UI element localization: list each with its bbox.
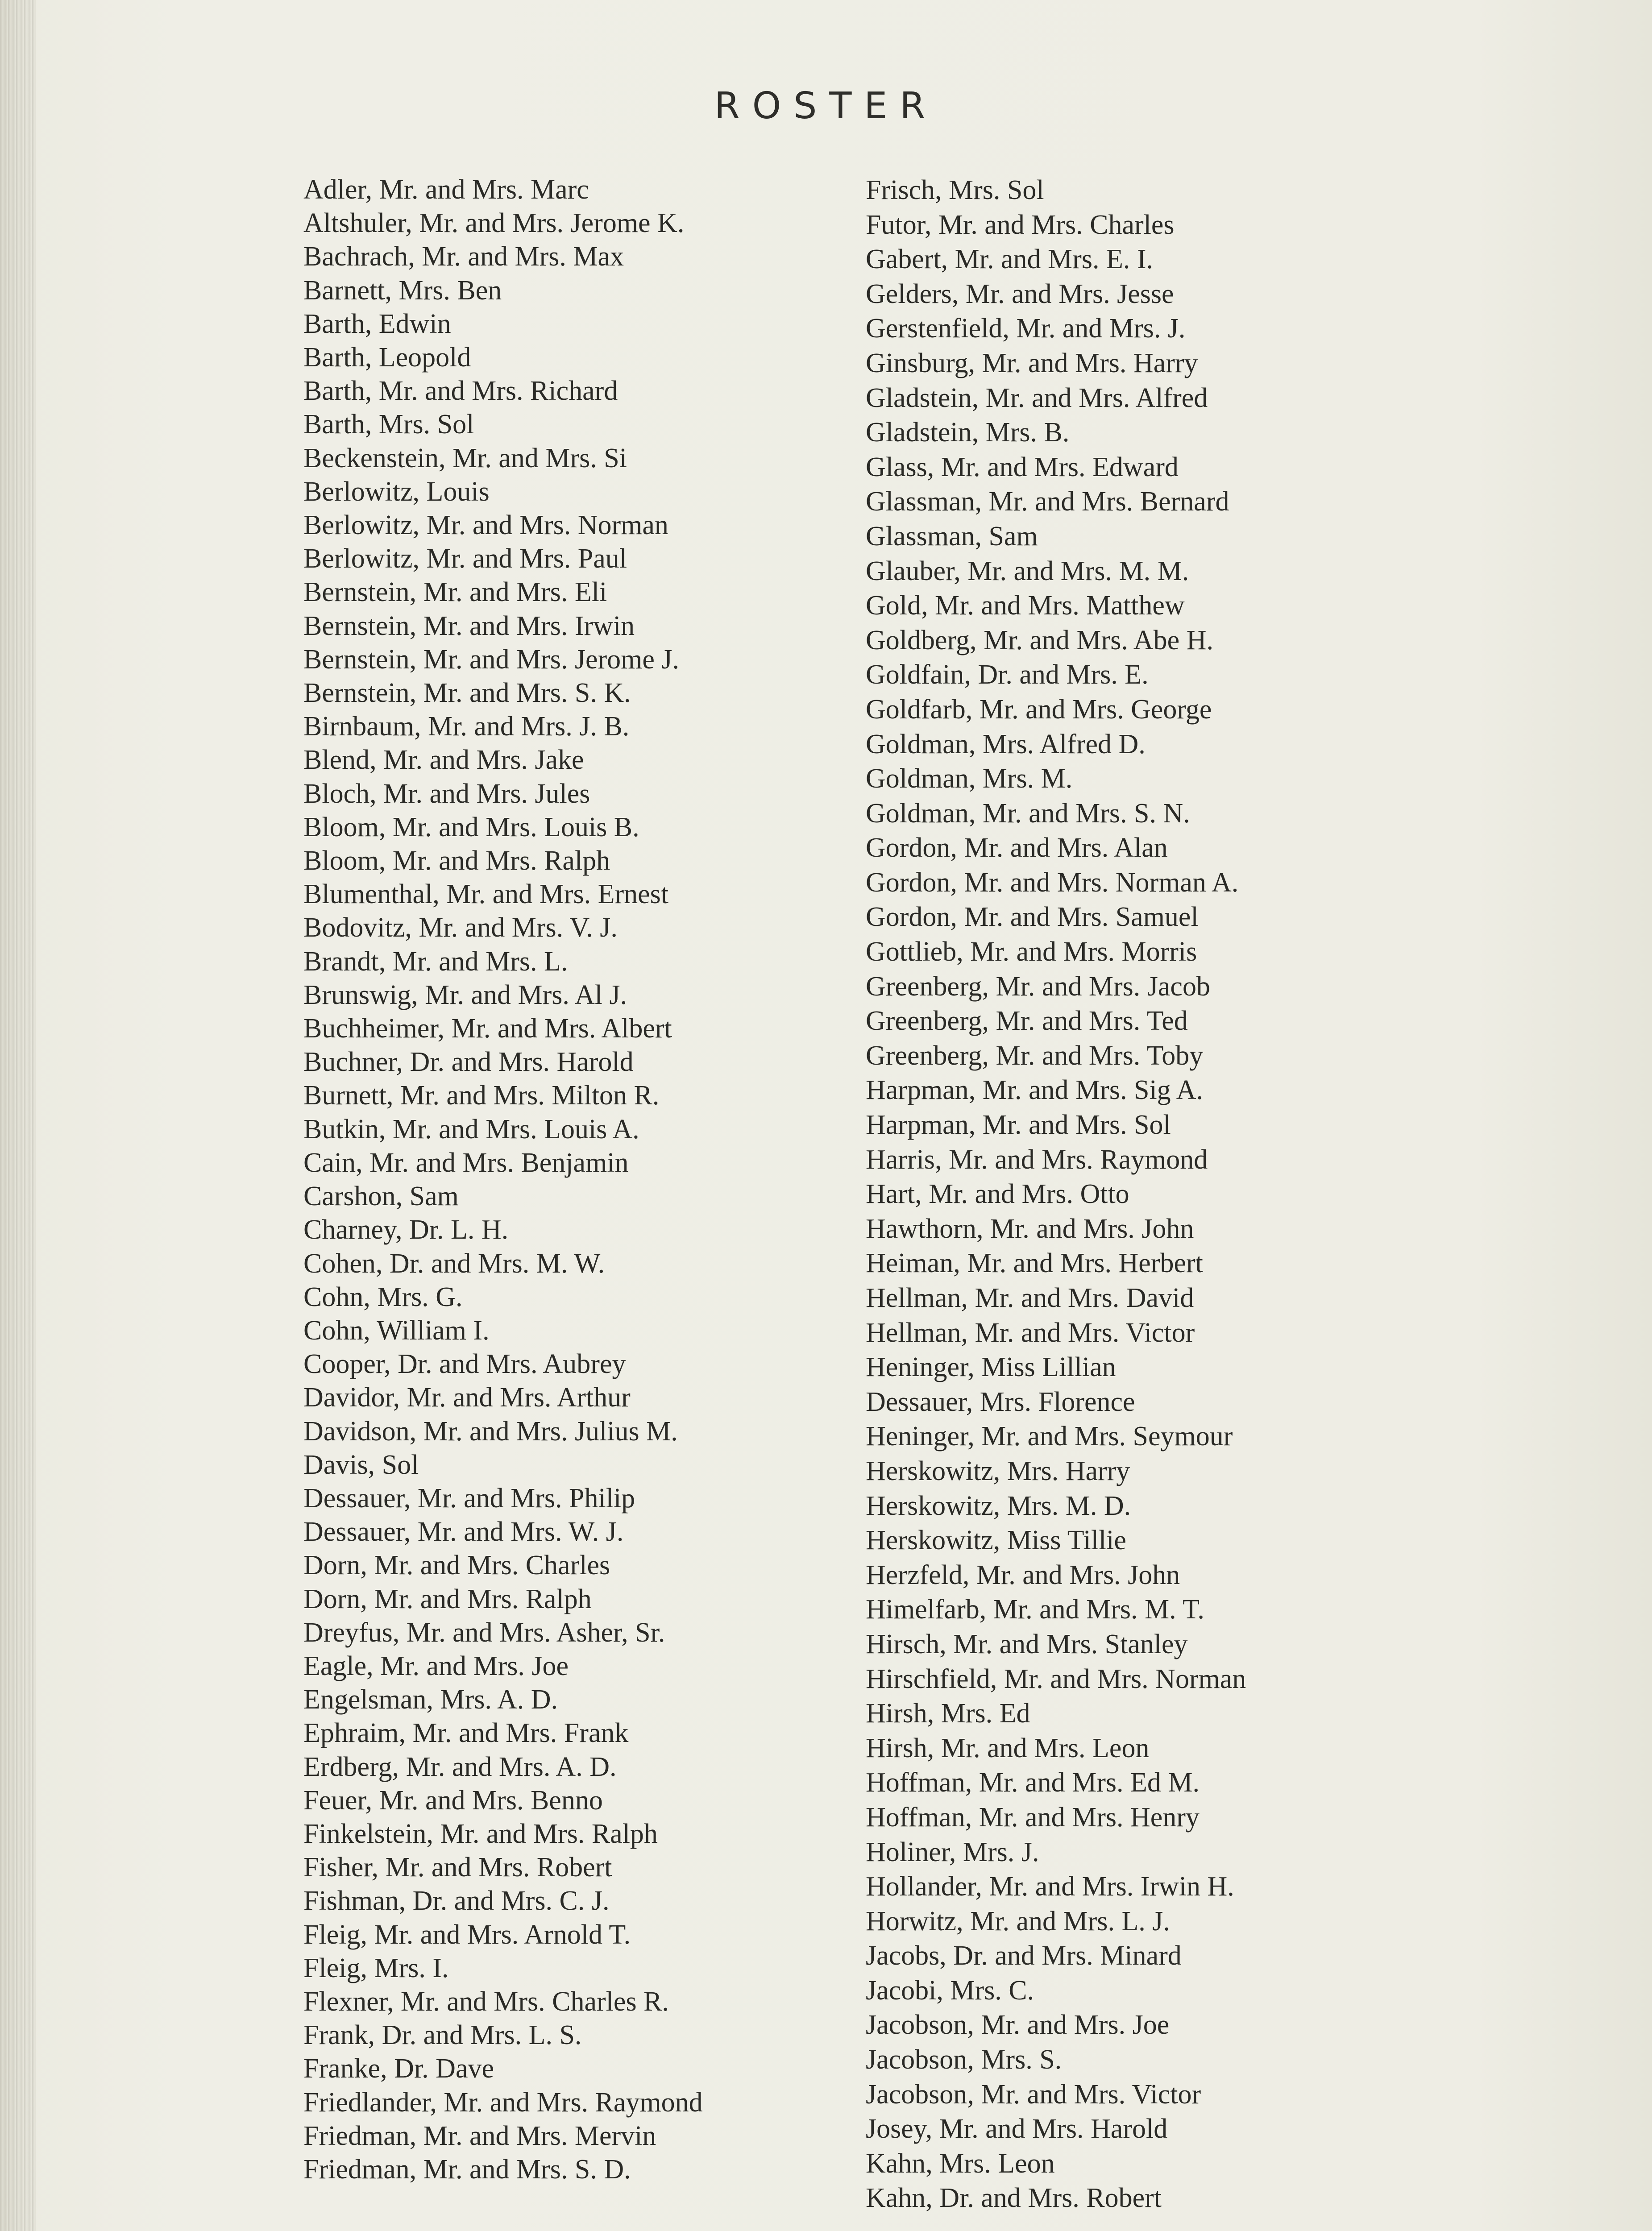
roster-entry: Birnbaum, Mr. and Mrs. J. B. [303,711,630,742]
roster-entry: Heninger, Miss Lillian [866,1352,1116,1383]
roster-entry: Blumenthal, Mr. and Mrs. Ernest [303,879,668,910]
roster-entry: Jacobs, Dr. and Mrs. Minard [866,1941,1182,1971]
roster-entry: Flexner, Mr. and Mrs. Charles R. [303,1986,669,2017]
roster-entry: Davidor, Mr. and Mrs. Arthur [303,1382,631,1413]
roster-entry: Jacobson, Mr. and Mrs. Joe [866,2010,1170,2040]
roster-entry: Finkelstein, Mr. and Mrs. Ralph [303,1818,658,1849]
roster-entry: Cohen, Dr. and Mrs. M. W. [303,1248,605,1279]
roster-entry: Cohn, William I. [303,1315,490,1346]
roster-entry: Hellman, Mr. and Mrs. Victor [866,1317,1195,1348]
roster-entry: Holiner, Mrs. J. [866,1837,1039,1867]
roster-entry: Gladstein, Mr. and Mrs. Alfred [866,382,1208,413]
roster-entry: Dorn, Mr. and Mrs. Charles [303,1550,610,1581]
roster-entry: Franke, Dr. Dave [303,2053,494,2084]
roster-entry: Dreyfus, Mr. and Mrs. Asher, Sr. [303,1617,665,1648]
roster-entry: Hirschfield, Mr. and Mrs. Norman [866,1663,1246,1694]
roster-entry: Hoffman, Mr. and Mrs. Ed M. [866,1767,1200,1798]
roster-entry: Butkin, Mr. and Mrs. Louis A. [303,1114,639,1145]
roster-entry: Barnett, Mrs. Ben [303,275,502,306]
roster-entry: Cohn, Mrs. G. [303,1281,463,1312]
roster-entry: Barth, Leopold [303,342,471,373]
roster-entry: Buchheimer, Mr. and Mrs. Albert [303,1013,672,1044]
roster-entry: Buchner, Dr. and Mrs. Harold [303,1047,634,1078]
page-title: ROSTER [714,85,938,127]
roster-entry: Hirsh, Mr. and Mrs. Leon [866,1733,1150,1763]
roster-entry: Ginsburg, Mr. and Mrs. Harry [866,348,1198,378]
roster-entry: Josey, Mr. and Mrs. Harold [866,2114,1168,2144]
roster-entry: Eagle, Mr. and Mrs. Joe [303,1650,569,1681]
roster-entry: Bodovitz, Mr. and Mrs. V. J. [303,912,618,943]
roster-entry: Gordon, Mr. and Mrs. Alan [866,833,1168,863]
roster-entry: Gordon, Mr. and Mrs. Samuel [866,902,1199,933]
roster-entry: Barth, Edwin [303,308,451,339]
roster-entry: Hawthorn, Mr. and Mrs. John [866,1213,1194,1244]
roster-entry: Goldman, Mrs. Alfred D. [866,729,1146,759]
roster-entry: Gerstenfield, Mr. and Mrs. J. [866,313,1186,344]
roster-entry: Engelsman, Mrs. A. D. [303,1684,558,1715]
roster-entry: Gelders, Mr. and Mrs. Jesse [866,278,1174,309]
roster-entry: Glassman, Mr. and Mrs. Bernard [866,486,1229,517]
roster-entry: Greenberg, Mr. and Mrs. Ted [866,1006,1188,1037]
roster-entry: Harpman, Mr. and Mrs. Sol [866,1110,1171,1140]
roster-entry: Kahn, Mrs. Leon [866,2148,1055,2179]
roster-entry: Bernstein, Mr. and Mrs. Irwin [303,610,635,641]
roster-entry: Hollander, Mr. and Mrs. Irwin H. [866,1871,1234,1902]
roster-entry: Hellman, Mr. and Mrs. David [866,1283,1194,1313]
roster-entry: Erdberg, Mr. and Mrs. A. D. [303,1751,617,1782]
roster-entry: Fleig, Mrs. I. [303,1953,449,1983]
roster-entry: Glassman, Sam [866,521,1038,552]
roster-entry: Bernstein, Mr. and Mrs. Jerome J. [303,644,680,675]
roster-entry: Bloom, Mr. and Mrs. Ralph [303,846,610,876]
roster-entry: Futor, Mr. and Mrs. Charles [866,209,1175,240]
roster-entry: Dessauer, Mr. and Mrs. Philip [303,1483,635,1514]
roster-right-column [866,173,1424,2216]
roster-entry: Horwitz, Mr. and Mrs. L. J. [866,1906,1170,1937]
roster-entry: Goldberg, Mr. and Mrs. Abe H. [866,625,1213,655]
roster-entry: Gold, Mr. and Mrs. Matthew [866,590,1185,621]
roster-entry: Heiman, Mr. and Mrs. Herbert [866,1248,1203,1279]
roster-entry: Harpman, Mr. and Mrs. Sig A. [866,1075,1204,1106]
roster-entry: Glauber, Mr. and Mrs. M. M. [866,556,1189,586]
roster-entry: Gabert, Mr. and Mrs. E. I. [866,244,1153,275]
roster-entry: Goldfain, Dr. and Mrs. E. [866,659,1149,690]
roster-entry: Davis, Sol [303,1449,419,1480]
roster-entry: Berlowitz, Louis [303,476,490,507]
roster-entry: Dessauer, Mr. and Mrs. W. J. [303,1517,624,1547]
roster-entry: Goldman, Mr. and Mrs. S. N. [866,798,1190,829]
roster-entry: Goldman, Mrs. M. [866,763,1073,794]
roster-entry: Berlowitz, Mr. and Mrs. Norman [303,510,668,541]
roster-entry: Beckenstein, Mr. and Mrs. Si [303,443,627,473]
roster-entry: Heninger, Mr. and Mrs. Seymour [866,1421,1233,1452]
roster-entry: Fishman, Dr. and Mrs. C. J. [303,1886,610,1916]
roster-entry: Bachrach, Mr. and Mrs. Max [303,241,624,272]
roster-entry: Greenberg, Mr. and Mrs. Jacob [866,971,1210,1002]
roster-entry: Himelfarb, Mr. and Mrs. M. T. [866,1594,1204,1625]
roster-entry: Fleig, Mr. and Mrs. Arnold T. [303,1919,631,1950]
roster-entry: Carshon, Sam [303,1181,459,1212]
roster-entry: Altshuler, Mr. and Mrs. Jerome K. [303,208,685,239]
roster-entry: Dorn, Mr. and Mrs. Ralph [303,1584,592,1614]
roster-entry: Hirsh, Mrs. Ed [866,1698,1030,1729]
roster-entry: Jacobson, Mr. and Mrs. Victor [866,2079,1201,2110]
roster-entry: Burnett, Mr. and Mrs. Milton R. [303,1080,660,1111]
roster-entry: Adler, Mr. and Mrs. Marc [303,174,589,205]
roster-entry: Harris, Mr. and Mrs. Raymond [866,1144,1208,1175]
roster-entry: Bernstein, Mr. and Mrs. Eli [303,577,607,608]
roster-entry: Blend, Mr. and Mrs. Jake [303,745,584,775]
roster-entry: Gladstein, Mrs. B. [866,417,1070,448]
roster-entry: Cain, Mr. and Mrs. Benjamin [303,1147,629,1178]
roster-entry: Hirsch, Mr. and Mrs. Stanley [866,1629,1188,1659]
roster-entry: Fisher, Mr. and Mrs. Robert [303,1852,612,1883]
roster-entry: Frisch, Mrs. Sol [866,175,1044,205]
roster-entry: Friedman, Mr. and Mrs. S. D. [303,2154,631,2185]
roster-entry: Jacobi, Mrs. C. [866,1975,1034,2006]
roster-entry: Herzfeld, Mr. and Mrs. John [866,1559,1180,1590]
roster-entry: Davidson, Mr. and Mrs. Julius M. [303,1416,678,1447]
roster-entry: Herskowitz, Miss Tillie [866,1525,1126,1556]
roster-entry: Charney, Dr. L. H. [303,1215,509,1245]
roster-entry: Gordon, Mr. and Mrs. Norman A. [866,867,1239,898]
page-binding-edge [0,0,36,2231]
roster-entry: Feuer, Mr. and Mrs. Benno [303,1785,603,1816]
roster-entry: Kahn, Dr. and Mrs. Robert [866,2183,1162,2214]
roster-entry: Hoffman, Mr. and Mrs. Henry [866,1802,1200,1833]
roster-entry: Cooper, Dr. and Mrs. Aubrey [303,1349,626,1380]
roster-entry: Greenberg, Mr. and Mrs. Toby [866,1040,1204,1071]
roster-entry: Barth, Mrs. Sol [303,409,474,440]
roster-entry: Friedlander, Mr. and Mrs. Raymond [303,2087,703,2118]
roster-entry: Ephraim, Mr. and Mrs. Frank [303,1718,629,1749]
roster-entry: Jacobson, Mrs. S. [866,2044,1062,2075]
roster-entry: Gottlieb, Mr. and Mrs. Morris [866,937,1197,967]
roster-entry: Glass, Mr. and Mrs. Edward [866,452,1179,482]
roster-entry: Dessauer, Mrs. Florence [866,1386,1135,1417]
roster-entry: Bloom, Mr. and Mrs. Louis B. [303,812,639,842]
roster-entry: Herskowitz, Mrs. Harry [866,1456,1130,1486]
roster-left-column [303,173,839,2186]
roster-entry: Barth, Mr. and Mrs. Richard [303,376,618,406]
roster-entry: Hart, Mr. and Mrs. Otto [866,1179,1129,1210]
roster-entry: Goldfarb, Mr. and Mrs. George [866,694,1212,725]
roster-entry: Brandt, Mr. and Mrs. L. [303,946,568,977]
roster-entry: Herskowitz, Mrs. M. D. [866,1490,1131,1521]
roster-entry: Frank, Dr. and Mrs. L. S. [303,2020,582,2051]
roster-entry: Bloch, Mr. and Mrs. Jules [303,778,590,809]
roster-entry: Berlowitz, Mr. and Mrs. Paul [303,543,627,574]
roster-entry: Bernstein, Mr. and Mrs. S. K. [303,678,631,709]
roster-entry: Brunswig, Mr. and Mrs. Al J. [303,979,627,1010]
roster-entry: Friedman, Mr. and Mrs. Mervin [303,2120,656,2151]
